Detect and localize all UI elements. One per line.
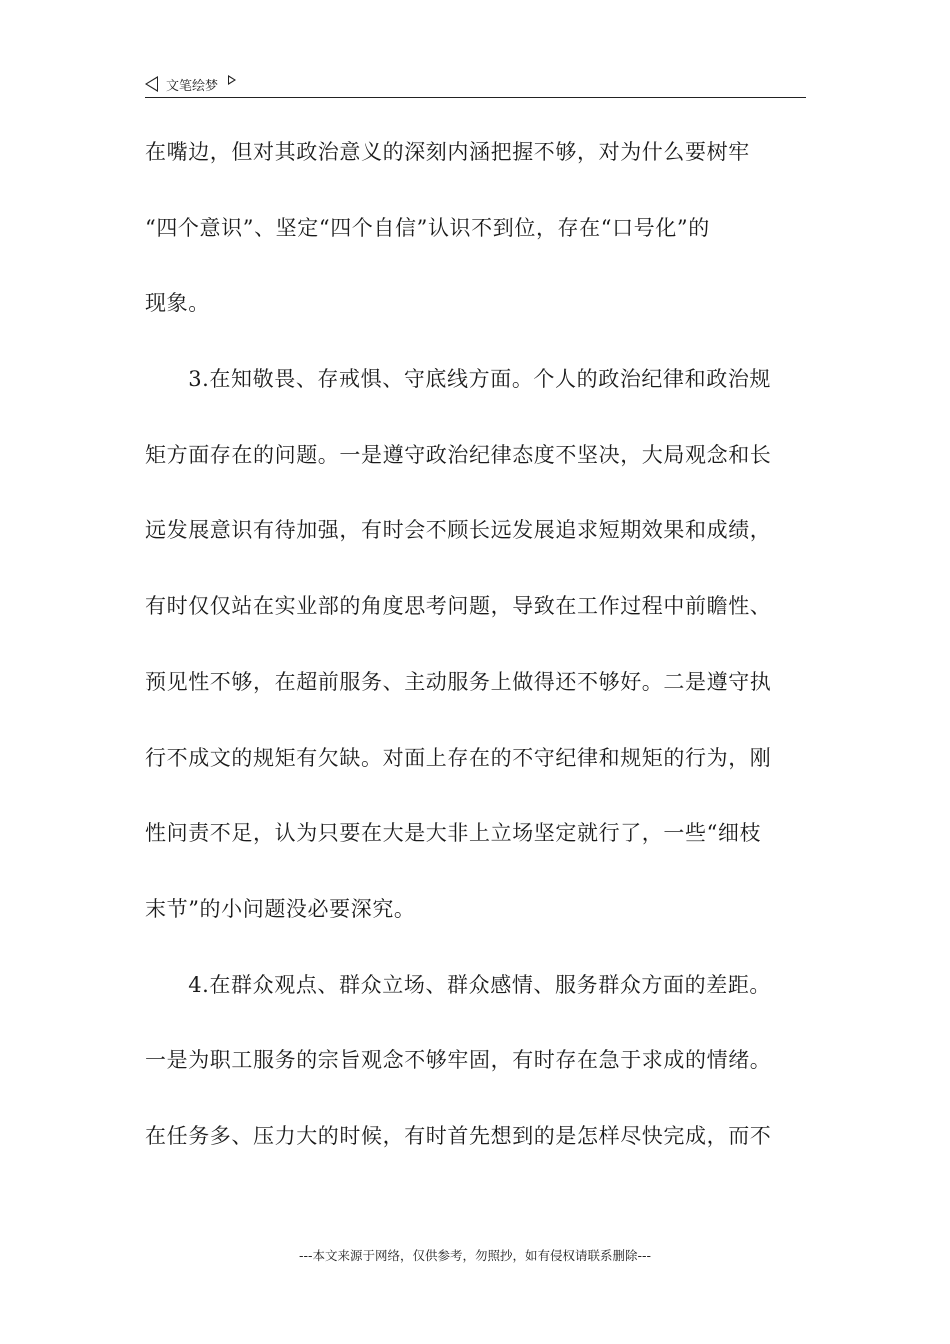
text-line: 一是为职工服务的宗旨观念不够牢固，有时存在急于求成的情绪。 <box>145 1048 772 1073</box>
header-title: 文笔绘梦 <box>166 78 219 94</box>
triangle-left-icon <box>145 76 158 92</box>
triangle-right-icon <box>228 75 236 85</box>
text-line: 3.在知敬畏、存戒惧、守底线方面。个人的政治纪律和政治规 <box>145 367 772 392</box>
text-line: 4.在群众观点、群众立场、群众感情、服务群众方面的差距。 <box>145 972 772 997</box>
text-line: 行不成文的规矩有欠缺。对面上存在的不守纪律和规矩的行为，刚 <box>145 745 772 770</box>
text-line: 现象。 <box>145 291 210 316</box>
header-bar <box>145 74 806 94</box>
header-divider <box>145 97 806 98</box>
footer-notice: ---本文来源于网络，仅供参考，勿照抄，如有侵权请联系删除--- <box>298 1248 652 1263</box>
text-line: 末节”的小问题没必要深究。 <box>145 896 416 921</box>
text-line: 性问责不足，认为只要在大是大非上立场坚定就行了，一些“细枝 <box>145 821 762 846</box>
text-line: 远发展意识有待加强，有时会不顾长远发展追求短期效果和成绩， <box>145 518 772 543</box>
text-line: 有时仅仅站在实业部的角度思考问题，导致在工作过程中前瞻性、 <box>145 594 772 619</box>
page-header <box>145 74 806 98</box>
text-line: 矩方面存在的问题。一是遵守政治纪律态度不坚决，大局观念和长 <box>145 442 772 467</box>
text-line: “四个意识”、坚定“四个自信”认识不到位，存在“口号化”的 <box>145 215 710 240</box>
text-line: 预见性不够，在超前服务、主动服务上做得还不够好。二是遵守执 <box>145 669 772 694</box>
text-line: 在嘴边，但对其政治意义的深刻内涵把握不够，对为什么要树牢 <box>145 140 750 164</box>
text-line: 在任务多、压力大的时候，有时首先想到的是怎样尽快完成，而不 <box>145 1123 772 1148</box>
document-body <box>145 130 810 1190</box>
